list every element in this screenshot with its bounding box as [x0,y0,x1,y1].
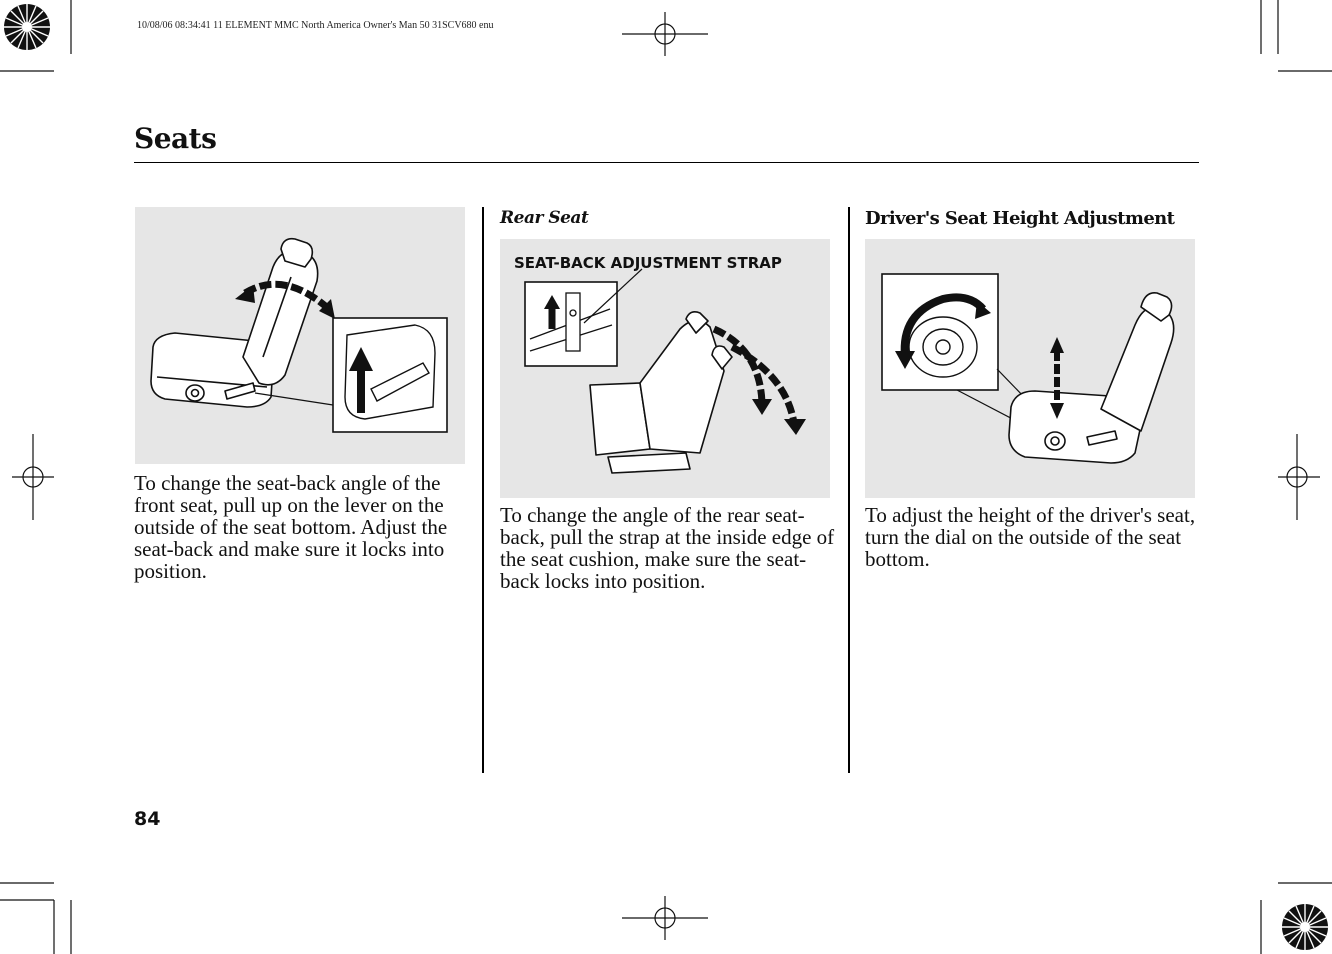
rear-seat-illustration [500,239,830,498]
title-rule [134,162,1199,163]
front-seat-drawing [135,207,465,464]
column-divider-2 [848,207,850,773]
height-adjustment-illustration [865,239,1195,498]
rear-seat-instructions: To change the angle of the rear seat-back, pull the strap at the inside edge of the seat cushion, make sure the seat-back locks into position. [500,503,835,593]
driver-seat-drawing [865,239,1195,498]
strap-callout-label: SEAT-BACK ADJUSTMENT STRAP [514,254,782,272]
column-divider-1 [482,207,484,773]
front-seat-instructions: To change the seat-back angle of the front seat, pull up on the lever on the outside of the seat bottom. Adjust the seat-back and make sure it locks into position. [134,471,448,583]
front-seat-recline-illustration [135,207,465,464]
page-title: Seats [134,122,217,155]
height-adjustment-instructions: To adjust the height of the driver's seat, turn the dial on the outside of the seat bottom. [865,503,1196,571]
rear-seat-drawing [500,239,830,498]
print-info: 10/08/06 08:34:41 11 ELEMENT MMC North America Owner's Man 50 31SCV680 enu [137,20,494,31]
page-number: 84 [134,808,161,830]
height-adjustment-heading: Driver's Seat Height Adjustment [865,208,1175,229]
rear-seat-heading: Rear Seat [500,208,589,228]
